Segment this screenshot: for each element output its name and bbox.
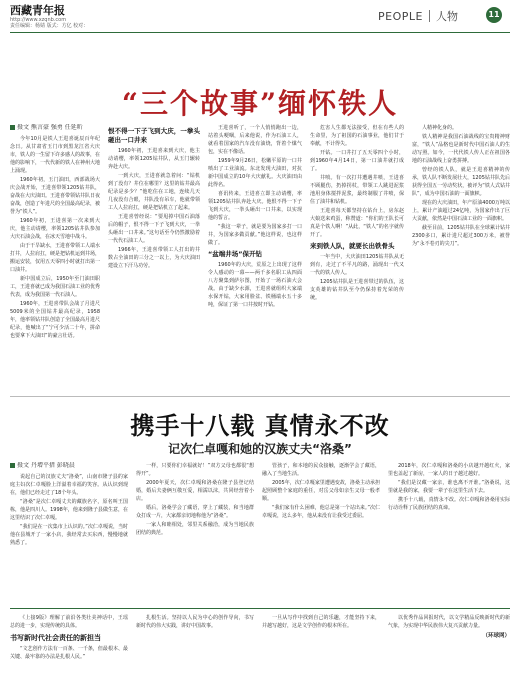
bottom-column-4: 以优秀作品回报时代，以文学精品反映新时代的新气象，为实现中华民族伟大复兴贡献力量。 （环球网） [388, 615, 510, 639]
section-label [378, 8, 458, 24]
section-en: PEOPLE [378, 9, 423, 23]
story2-column-1: 摄文 丹增平措 彭晓晨 说起自己的汉族丈夫“洛桑”，山南市隆子县的家庭主妇次仁卓嘎脸上洋溢着幸福的笑容。从认识到现在，他们已经走过了18个年头。 “洛桑”是次仁卓嘎丈夫的藏族名字，原名叫王国栋，他是四川人。1998年，他来到隆子县做生意，在这里结识了次仁卓嘎。 “我们是在一次集市上认识的。”次仁卓嘎说，当时他在县城开了一家小店，我经常去买东西，慢慢地就熟悉了。 [10, 462, 128, 546]
story1-column-5: 人精神化身的。 铁人精神是我国石油战线的宝贵精神财富，“铁人”品格也是新时代中国石油人的生动写照。如今，一代代铁人传人正在祖国各地的石油战线上奋勇拼搏。 曾经的铁人队，就是王进喜精神的传承，铁人队不断发展壮大，1205钻井队先后获得全国五一劳动奖状，被评为“铁人式钻井队”，成为中国石油的一面旗帜。 现在的大庆油田，年产原油4000万吨以上，累计产油超过24亿吨，为国家作出了巨大贡献，依然是中国石油工业的一面旗帜。 截至目前，1205钻井队在全球累计钻井2300多口，累计进尺超过300万米，被誉为“永不卷刃的尖刀”。 [412, 125, 510, 247]
section-separator [429, 10, 430, 22]
story2-column-4: 2018年，次仁卓嘎和洛桑的小店越开越红火，家里也盖起了新房，一家人的日子越过越好。 “我们是汉藏一家亲，谁也离不开谁。”洛桑说，这里就是我的家，我要一辈子在这里生活下去。 携手十八载，真情永不改。次仁卓嘎和洛桑用实际行动诠释了民族团结的真谛。 [388, 463, 510, 511]
story2-column-2: 一样，只要你们幸福就好！”双方父母也都很“想得开”。 2000年夏天，次仁卓嘎和洛桑在隆子县登记结婚，婚后夫妻俩互敬互爱，相濡以沫，共同经营着小店。 婚后，洛桑学会了藏语，穿上了藏装，和当地群众打成一片，大家都亲切地称他为“洛桑”。 一家人和睦相处，邻里关系融洽，成为当地民族团结的典范。 [136, 463, 254, 536]
story1-authors: 熊言豪 强勇 任延昕 [30, 124, 83, 131]
bottom-heading: 书写新时代社会责任的新担当 [10, 634, 101, 642]
story1-column-2: 恨不得一下子飞到大庆，一拳头砸出一口井来 1960年初，王进喜来到大庆，他主动请缨，率领1205钻井队，从玉门辗转奔赴大庆。 一到大庆，王进喜就急着问：“钻机到了没有？井位在哪里？这里的钻井最高纪录是多少？”他吃住在工地，连续几天几夜没有合眼，井队没有吊车，他就带领工人人拉肩扛，硬是把钻机立了起来。 王进喜曾经说：“要甩掉中国石油落后的帽子，恨不得一下子飞到大庆，一拳头砸出一口井来。”这句话至今仍然激励着一代代石油工人。 1966年，王进喜带领工人打出的井数占全油田的三分之一以上，为大庆油田建设立下汗马功劳。 [108, 127, 200, 269]
masthead-title: 西藏青年报 [10, 4, 65, 17]
story2-byline: 摄文 丹增平措 彭晓晨 [10, 462, 128, 470]
bottom-column-2: 扎根生活。坚持以人民为中心的创作导向，书写新时代的伟大实践，讲好中国故事。 [136, 615, 254, 629]
bottom-column-3: 一旦从写作中找到自己的乐趣，才能坚持下来，并越写越好，这是文学创作的根本所在。 [262, 615, 380, 629]
source-credit: （环球网） [482, 633, 510, 639]
story2-authors: 丹增平措 彭晓晨 [30, 462, 75, 469]
story2-headline: 携手十八载 真情永不改 [130, 411, 390, 440]
story-divider [10, 396, 510, 397]
page-number: 11 [486, 7, 502, 23]
story1-subhead-2: “盆端井场”保开钻 [208, 250, 263, 258]
story1-headline: “三个故事”缅怀铁人 [121, 87, 399, 120]
section-cn: 人物 [435, 10, 458, 23]
story1-subhead-1: 恨不得一下子飞到大庆，一拳头砸出一口井来 [108, 127, 200, 144]
header-rule [10, 32, 510, 33]
story1-subhead-3: 来到铁人队，就要长出铁骨头 [310, 242, 395, 250]
masthead-url: http://www.xzqnb.com [10, 17, 67, 23]
story1-byline: 摄文 熊言豪 强勇 任延昕 [10, 124, 100, 132]
story2-column-3: 管孩子，和本地的民众接触，逐渐学会了藏语，融入了当地生活。 2005年，次仁卓嘎家里遭遇变故，洛桑主动承担起照顾整个家庭的重任，对岳父母如亲生父母一般孝顺。 “我们家有什么困难，他总是第一个站出来。”次仁卓嘎说，这么多年，他从来没有让我受过委屈。 [262, 463, 380, 519]
story2-subtitle: 记次仁卓嘎和她的汉族丈夫“洛桑” [168, 442, 352, 456]
story1-column-4: 危害人生都无法接受，但在有些人的生命里，为了祖国的石油事业，他们甘于奉献，不计得失。 开钻。一口井打了五天零四个小时，到1960年4月14日，第一口油井就打成了。 井喷。有一次打井遭遇井喷，王进喜不顾腿伤，扔掉拐杖，带领工人跳进泥浆池用身体搅拌泥浆，最终制服了井喷，保住了油井和钻机。 王进喜每天都坚持在钻台上，房东赵大娘送来鸡蛋，称赞道：“你们的王队长可真是个铁人啊！”从此，“铁人”的名字就传开了。 来到铁人队，就要长出铁骨头 一年当中，大庆油田1205钻井队从无到有，走过了不平凡的路，涌现出一代又一代的铁人传人。 1205钻井队是王进喜带过的队伍，这支英雄的钻井队至今仍保持着光荣的传统。 [310, 125, 404, 301]
byline-square-icon [10, 125, 15, 130]
bottom-divider [10, 608, 510, 609]
story1-column-3: 王进喜听了，一个人悄悄跑出一边，站着头哽咽，后来他说，作为石油工人，就看着国家的汽车没有油烧，背着个煤气包，实在不像话。 1959年9月26日，松嫩平原的一口井喷出了工业油流。东北发现大油田，对抗新中国成立的10年大庆献礼。大庆油田由此得名。 喜讯传来，王进喜立即主动请缨，率领1205钻井队奔赴大庆。他恨不得一下子飞到大庆，一拳头砸出一口井来，以实现他的誓言。 “我这一辈子，就是要为国家多打一口井，为国家多做贡献。”他这样说，也这样做了。 “盆端井场”保开钻 1960年的大庆，荒原之上出现了这样令人感动的一幕——两千多名职工从四面八方聚集到萨尔图，开始了一场石油大会战。由于缺少水源，王进喜就组织大家端水保开钻，大家用脸盆、铁桶端水五十多吨，保证了第一口井按时开钻。 [208, 125, 302, 308]
bottom-column-1: 《上接9版》理解了前沿各类壮美神话中，王瑶总的进一步，实现传统的具体。 书写新时代社会责任的新担当 “文艺创作方法有一百条、一千条，但最根本、最关键、最牢靠的办法是扎根人民。” [10, 615, 128, 660]
story1-column-1: 摄文 熊言豪 强勇 任延昕 今年10月是铁人王进喜诞辰百年纪念日。从甘肃省玉门市到黑龙江省大庆市，铁人的一生留下许多感人的故事，在他的影响下，一代代新的铁人在神州大地上涌现。 1960年初，玉门油田，西部战场大庆会战开始，王进喜带领1205钻井队，奋战在大庆油田。王进喜带领钻井队日夜奋战，创造了年进尺的全国最高纪录，被誉为“铁人”。 1960年初，王进喜第一次来到大庆，他主动请缨，率领1205钻井队参加大庆石油会战，在冰天雪地中战斗。 由于干旱缺水，王进喜带领工人端水打井，人拉肩扛，硬是把钻机运到井场，搬运安装，仅用五天零四小时就打出第一口油井。 新中国成立后，1950年至门油田职工，王进喜就已成为我国石油工业的优秀代表，成为我国第一代石油人。 1960年，王进喜带队会战了月进尺5009米的全国钻井最高纪录，1958年，他率领钻井队创造了全国最高月进尺纪录，他喊出了“宁可少活二十年，拼命也要拿下大油田”的豪言壮语。 [10, 124, 100, 339]
page-header [0, 0, 520, 36]
editor-meta: 责任编辑：杨婧 版式：方亿 校对： [10, 23, 89, 29]
masthead [10, 4, 66, 24]
byline-square-icon [10, 463, 15, 468]
